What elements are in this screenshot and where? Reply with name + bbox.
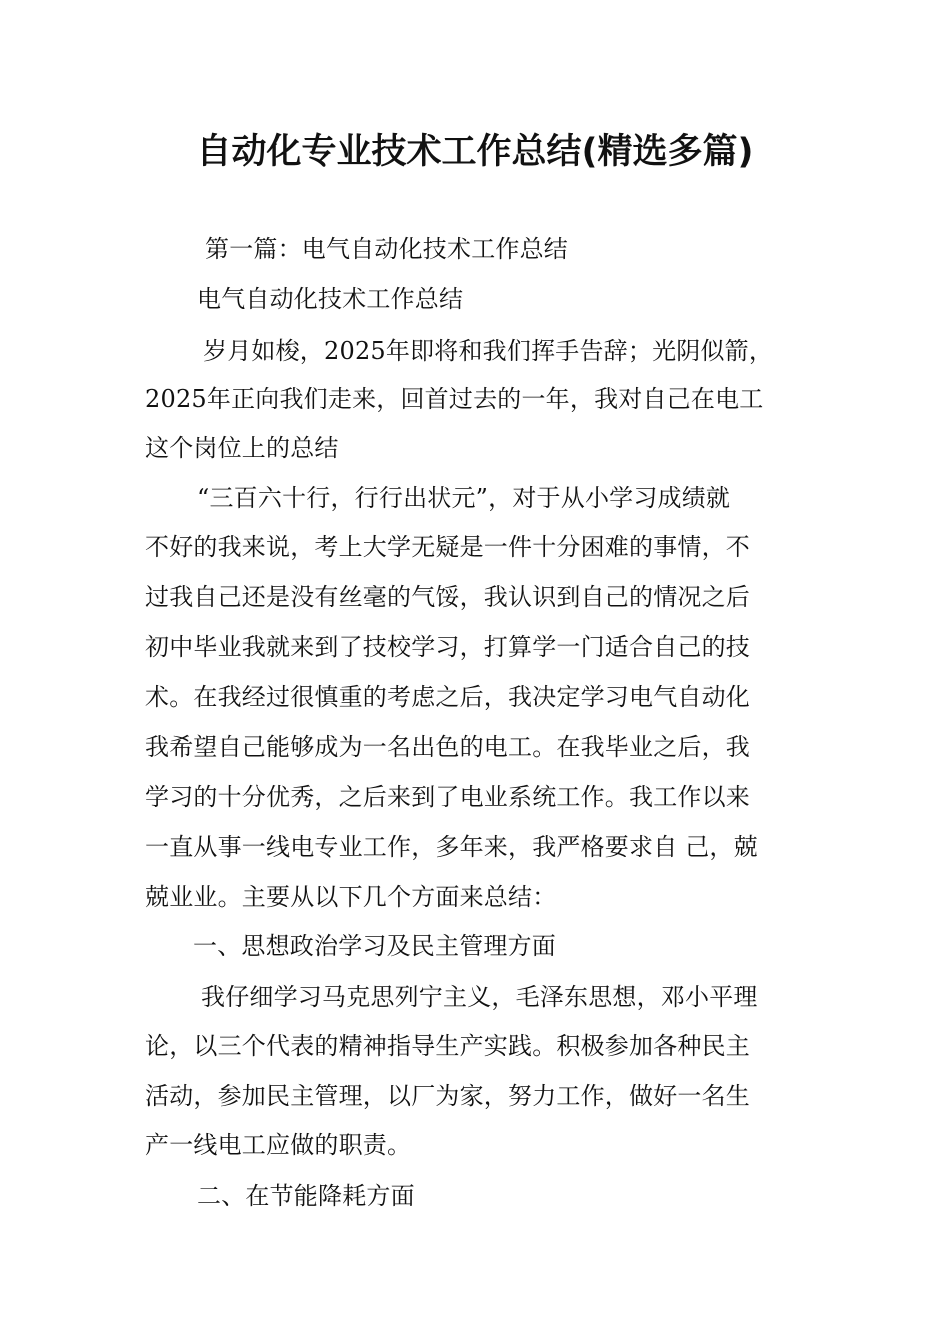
paragraph-line: 兢业业。主要从以下几个方面来总结： <box>145 883 557 911</box>
paragraph-line: 一直从事一线电专业工作，多年来，我严格要求自 己，兢 <box>145 833 758 861</box>
paragraph-line: 2025年正向我们走来，回首过去的一年，我对自己在电工 <box>145 385 764 413</box>
paragraph-line: 我仔细学习马克思列宁主义，毛泽东思想，邓小平理 <box>201 983 758 1011</box>
section-heading-2: 一、思想政治学习及民主管理方面 <box>193 932 556 960</box>
paragraph-line: 初中毕业我就来到了技校学习，打算学一门适合自己的技 <box>145 633 750 661</box>
paragraph-line: 岁月如梭，2025年即将和我们挥手告辞；光阴似箭， <box>203 337 774 365</box>
paragraph-line: 过我自己还是没有丝毫的气馁，我认识到自己的情况之后 <box>145 583 750 611</box>
paragraph-line: 产一线电工应做的职责。 <box>145 1131 412 1159</box>
section-heading-1: 第一篇：电气自动化技术工作总结 <box>205 235 568 263</box>
section-heading-3: 二、在节能降耗方面 <box>197 1182 415 1210</box>
paragraph-line: 论，以三个代表的精神指导生产实践。积极参加各种民主 <box>145 1032 750 1060</box>
paragraph-line: 学习的十分优秀，之后来到了电业系统工作。我工作以来 <box>145 783 750 811</box>
paragraph-line: 这个岗位上的总结 <box>145 434 339 462</box>
paragraph-line: 术。在我经过很慎重的考虑之后，我决定学习电气自动化 <box>145 683 750 711</box>
document-title: 自动化专业技术工作总结(精选多篇) <box>196 132 754 172</box>
paragraph-line: 我希望自己能够成为一名出色的电工。在我毕业之后，我 <box>145 733 750 761</box>
paragraph-line: 活动，参加民主管理，以厂为家，努力工作，做好一名生 <box>145 1082 750 1110</box>
paragraph-line: “三百六十行，行行出状元”，对于从小学习成绩就 <box>197 484 731 512</box>
paragraph-line: 不好的我来说，考上大学无疑是一件十分困难的事情，不 <box>145 533 750 561</box>
subheading: 电气自动化技术工作总结 <box>197 285 464 313</box>
